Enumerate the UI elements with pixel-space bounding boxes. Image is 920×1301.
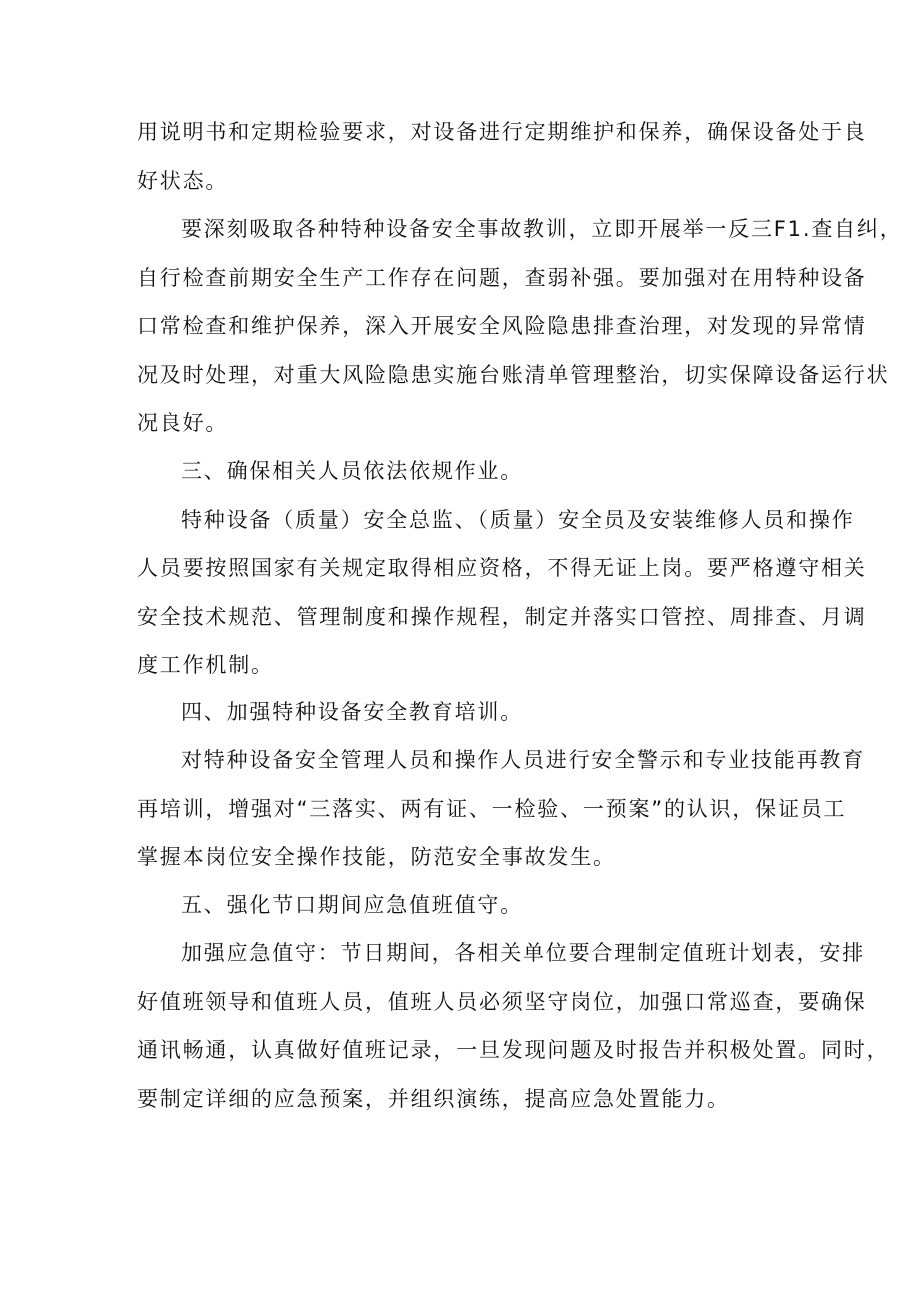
text-line: 加强应急值守：节日期间，各相关单位要合理制定值班计划表，安排 [181, 941, 865, 965]
text-line: 口常检查和维护保养，深入开展安全风险隐患排查治理，对发现的异常情 [137, 314, 867, 338]
text-line: 好值班领导和值班人员，值班人员必须坚守岗位，加强口常巡查，要确保 [137, 990, 867, 1014]
section-heading: 四、加强特种设备安全教育培训。 [181, 700, 523, 724]
text-line: 用说明书和定期检验要求，对设备进行定期维护和保养，确保设备处于良 [137, 120, 867, 144]
section-heading: 五、强化节口期间应急值班值守。 [181, 893, 523, 917]
text-line: 好状态。 [137, 169, 229, 193]
text-line: 特种设备（质量）安全总监、（质量）安全员及安装维修人员和操作 [181, 508, 855, 532]
text-line: 再培训，增强对“三落实、两有证、一检验、一预案”的认识，保证员工 [137, 797, 847, 821]
text-line: 况良好。 [137, 411, 229, 435]
text-line: 安全技术规范、管理制度和操作规程，制定并落实口管控、周排查、月调 [137, 605, 867, 629]
text-line: 通讯畅通，认真做好值班记录，一旦发现问题及时报告并积极处置。同时， [137, 1038, 890, 1062]
text-line: 掌握本岗位安全操作技能，防范安全事故发生。 [137, 845, 616, 869]
text-line: 人员要按照国家有关规定取得相应资格，不得无证上岗。要严格遵守相关 [137, 556, 867, 580]
section-heading: 三、确保相关人员依法依规作业。 [181, 459, 523, 483]
text-line: 要深刻吸取各种特种设备安全事故教训，立即开展举一反三F1.查自纠， [181, 217, 903, 241]
text-line: 要制定详细的应急预案，并组织演练，提高应急处置能力。 [137, 1087, 730, 1111]
text-line: 度工作机制。 [137, 653, 274, 677]
text-line: 对特种设备安全管理人员和操作人员进行安全警示和专业技能再教育 [181, 748, 865, 772]
text-line: 自行检查前期安全生产工作存在问题，查弱补强。要加强对在用特种设备 [137, 266, 867, 290]
text-line: 况及时处理，对重大风险隐患实施台账清单管理整治，切实保障设备运行状 [137, 363, 890, 387]
